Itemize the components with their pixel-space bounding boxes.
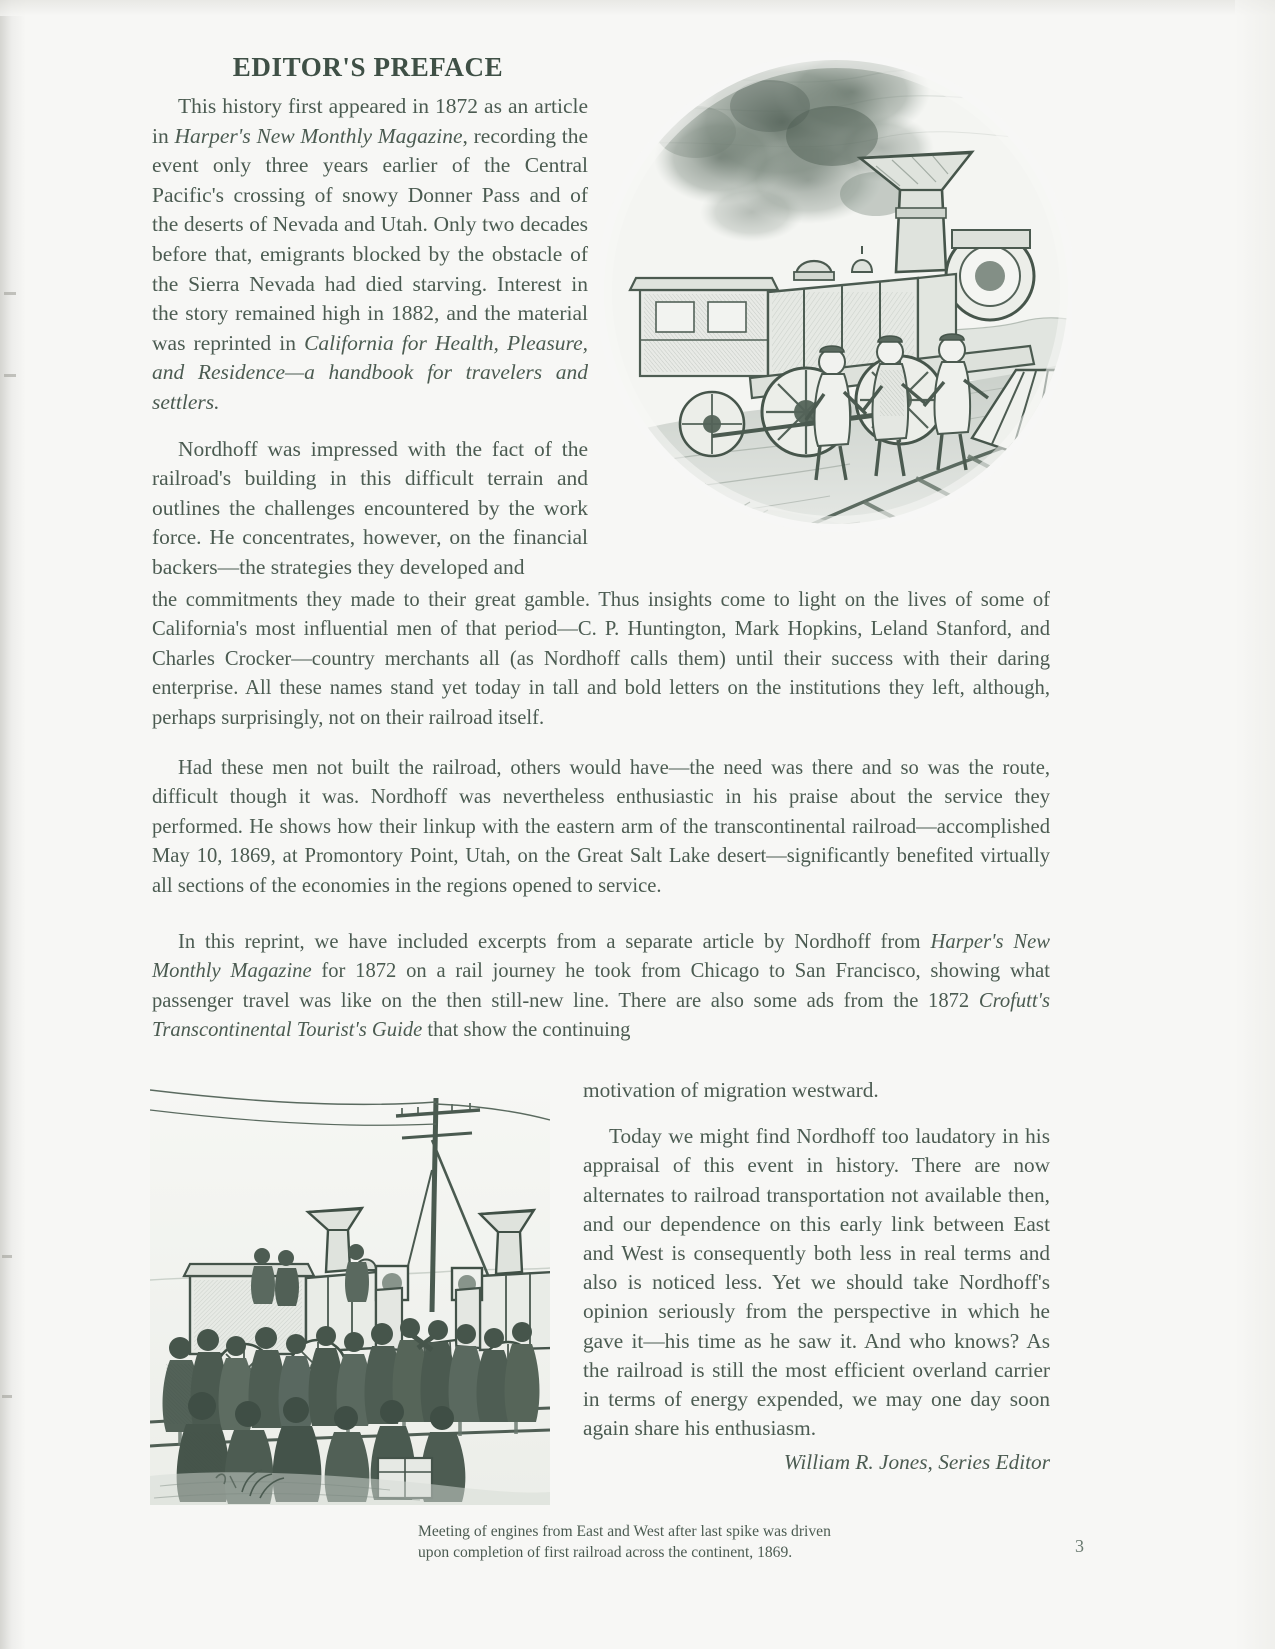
crowd-cluster-right: [449, 1322, 540, 1422]
scan-edge-top-shadow: [0, 0, 1275, 16]
caption-line-1: Meeting of engines from East and West after last spike was driven: [418, 1523, 831, 1540]
paragraph-nordhoff-impressed: Nordhoff was impressed with the fact of the railroad's building in this difficult terrain and outlines the challenges encountered by the work force. He concentrates, however, on the financial backers—the strategies they developed and: [152, 436, 588, 579]
locomotive-engraving: [600, 40, 1072, 585]
caption-line-2: upon completion of first railroad across the continent, 1869.: [418, 1544, 793, 1561]
figure-caption: [418, 1521, 978, 1563]
scan-artifact-mark: [2, 1395, 12, 1398]
fullwidth-block-had-these-men: [152, 754, 1050, 918]
left-column-text: [152, 92, 588, 583]
fullwidth-block-commitments: [152, 586, 1050, 750]
scan-artifact-mark: [2, 1255, 12, 1258]
paragraph-intro: This history first appeared in 1872 as an article in Harper's New Monthly Magazine, recording the event only three years earlier of the Central Pacific's crossing of snowy Donner Pass and of the deserts of Nevada and Utah. Only two decades before that, emigrants blocked by the obstacle of the Sierra Nevada had died starving. Interest in the story remained high in 1882, and the material was reprinted in California for Health, Pleasure, and Residence—a handbook for travelers and settlers.: [152, 94, 588, 414]
paragraph-reprint: In this reprint, we have included excerpts from a separate article by Nordhoff from Harper's New Monthly Magazine for 1872 on a rail journey he took from Chicago to San Francisco, showing what passenger travel was like on the then still-new line. There are also some ads from the 1872 Crofutt's Transcontinental Tourist's Guide that show the continuing: [152, 931, 1051, 1042]
scan-artifact-mark: [4, 374, 16, 377]
lead-line-migration: motivation of migration westward.: [583, 1078, 879, 1102]
page-number: 3: [1075, 1536, 1084, 1556]
fullwidth-block-reprint: [152, 928, 1050, 1063]
meeting-of-engines-engraving: [150, 1080, 550, 1505]
scan-edge-right-shadow: [1235, 0, 1275, 1649]
paragraph-commitments: the commitments they made to their great gamble. Thus insights come to light on the lives of some of California's most influential men of that period—C. P. Huntington, Mark Hopkins, Leland Stanford, and Charles Crocker—country merchants all (as Nordhoff calls them) until their success with their daring enterprise. All these names stand yet today in tall and bold letters on the institutions they left, although, perhaps surprisingly, not on their railroad itself.: [152, 589, 1050, 729]
paragraph-had-these-men: Had these men not built the railroad, others would have—the need was there and so was the route, difficult though it was. Nordhoff was nevertheless enthusiastic in his praise about the service they performed. He shows how their linkup with the eastern arm of the transcontinental railroad—accomplished May 10, 1869, at Promontory Point, Utah, on the Great Salt Lake desert—significantly benefited virtually all sections of the economies in the regions opened to service.: [152, 757, 1050, 897]
scan-edge-shadow: [0, 0, 26, 1649]
editor-byline: William R. Jones, Series Editor: [783, 1450, 1050, 1474]
foreground-hatching: [720, 540, 1000, 578]
page-title: EDITOR'S PREFACE: [232, 52, 504, 82]
right-column-text: [583, 1076, 1050, 1443]
paragraph-today: Today we might find Nordhoff too laudatory in his appraisal of this event in history. There are now alternates to railroad transportation not available then, and our dependence on this early link between East and West is consequently both less in real terms and also is noticed less. Yet we should take Nordhoff's opinion seriously from the perspective in which he gave it—his time as he saw it. And who knows? As the railroad is still the most efficient overland carrier in terms of energy expended, we may one day soon again share his enthusiasm.: [583, 1124, 1050, 1441]
scan-artifact-mark: [4, 292, 16, 295]
